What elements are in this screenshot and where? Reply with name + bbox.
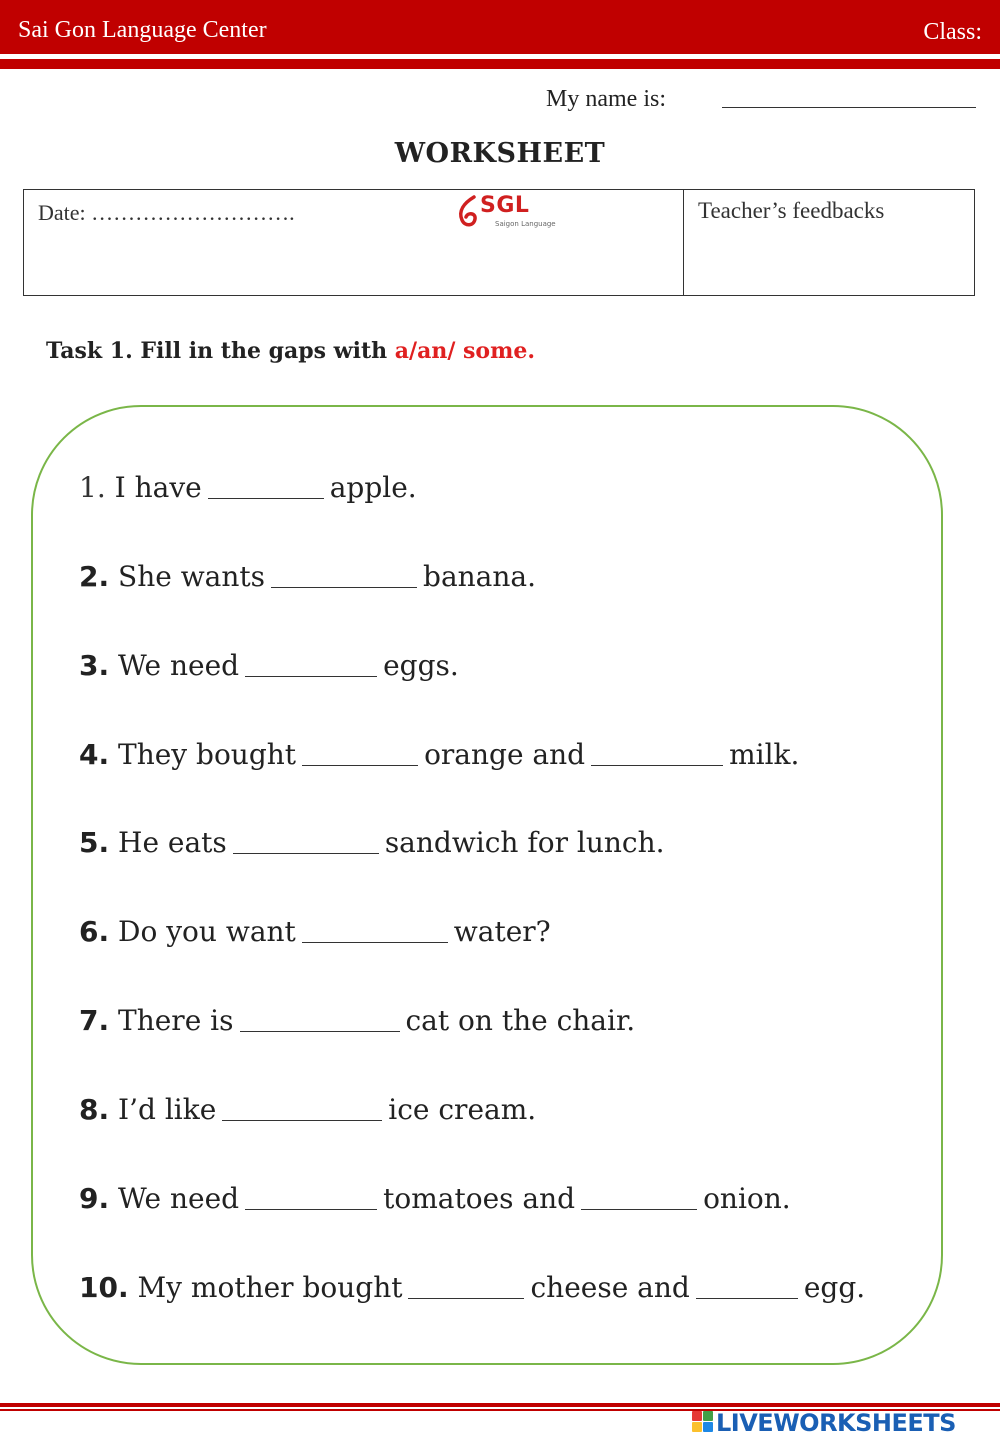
exercise-item-8 bbox=[79, 1092, 536, 1126]
item-text: water? bbox=[453, 915, 551, 948]
item-text: Do you want bbox=[118, 915, 296, 948]
item-text: onion. bbox=[703, 1182, 791, 1215]
gap-blank[interactable] bbox=[222, 1094, 382, 1121]
name-label: My name is: bbox=[546, 86, 666, 112]
item-text: ice cream. bbox=[388, 1093, 537, 1126]
item-number: 1. bbox=[79, 471, 106, 504]
item-text: There is bbox=[118, 1004, 234, 1037]
item-text: sandwich for lunch. bbox=[384, 826, 665, 859]
item-text: egg. bbox=[803, 1271, 866, 1304]
item-number: 9. bbox=[79, 1182, 110, 1215]
logo-subtext: Saigon Language bbox=[495, 220, 556, 228]
item-text: We need bbox=[118, 649, 240, 682]
gap-blank[interactable] bbox=[696, 1272, 798, 1299]
exercise-item-5 bbox=[79, 825, 665, 859]
gap-blank[interactable] bbox=[302, 916, 448, 943]
item-text: I’d like bbox=[118, 1093, 217, 1126]
gap-blank[interactable] bbox=[591, 739, 723, 766]
item-text: cheese and bbox=[530, 1271, 690, 1304]
item-text: I have bbox=[114, 471, 202, 504]
info-table bbox=[23, 189, 975, 296]
item-text: cat on the chair. bbox=[405, 1004, 636, 1037]
gap-blank[interactable] bbox=[245, 1183, 377, 1210]
liveworksheets-logo-icon bbox=[692, 1411, 714, 1433]
item-text: milk. bbox=[729, 738, 800, 771]
gap-blank[interactable] bbox=[581, 1183, 697, 1210]
exercise-box bbox=[31, 405, 943, 1365]
sgl-swirl-icon bbox=[456, 193, 482, 233]
exercise-item-6 bbox=[79, 914, 551, 948]
item-text: eggs. bbox=[383, 649, 459, 682]
liveworksheets-brand[interactable] bbox=[692, 1409, 992, 1437]
task-highlight: a/an/ some. bbox=[394, 338, 536, 364]
item-text: orange and bbox=[424, 738, 586, 771]
class-label: Class: bbox=[923, 19, 982, 45]
brand-text: LIVEWORKSHEETS bbox=[716, 1409, 956, 1437]
header-rule bbox=[0, 59, 1000, 69]
gap-blank[interactable] bbox=[233, 827, 379, 854]
gap-blank[interactable] bbox=[245, 650, 377, 677]
item-number: 2. bbox=[79, 560, 110, 593]
exercise-item-10 bbox=[79, 1270, 865, 1304]
gap-blank[interactable] bbox=[240, 1005, 400, 1032]
item-text: She wants bbox=[118, 560, 266, 593]
exercise-item-2 bbox=[79, 559, 536, 593]
exercise-item-1 bbox=[79, 470, 417, 504]
sgl-logo bbox=[456, 193, 556, 233]
date-label: Date: ………………………. bbox=[38, 200, 295, 225]
exercise-item-9 bbox=[79, 1181, 791, 1215]
item-number: 8. bbox=[79, 1093, 110, 1126]
name-blank[interactable] bbox=[722, 107, 976, 108]
item-number: 5. bbox=[79, 826, 110, 859]
header-bar bbox=[0, 0, 1000, 54]
item-number: 7. bbox=[79, 1004, 110, 1037]
item-text: They bought bbox=[118, 738, 297, 771]
exercise-item-3 bbox=[79, 648, 459, 682]
gap-blank[interactable] bbox=[271, 561, 417, 588]
center-name: Sai Gon Language Center bbox=[18, 17, 267, 43]
page-title: WORKSHEET bbox=[394, 138, 606, 169]
item-text: apple. bbox=[329, 471, 417, 504]
item-number: 4. bbox=[79, 738, 110, 771]
exercise-item-4 bbox=[79, 737, 799, 771]
exercise-item-7 bbox=[79, 1003, 635, 1037]
item-text: My mother bought bbox=[137, 1271, 403, 1304]
item-text: He eats bbox=[118, 826, 227, 859]
item-text: tomatoes and bbox=[383, 1182, 576, 1215]
item-text: banana. bbox=[423, 560, 537, 593]
task-instruction bbox=[46, 338, 535, 364]
feedback-label: Teacher’s feedbacks bbox=[698, 198, 885, 223]
gap-blank[interactable] bbox=[408, 1272, 524, 1299]
table-divider bbox=[683, 190, 684, 295]
item-number: 6. bbox=[79, 915, 110, 948]
item-number: 10. bbox=[79, 1271, 129, 1304]
footer-rule bbox=[0, 1403, 1000, 1407]
gap-blank[interactable] bbox=[302, 739, 418, 766]
item-text: We need bbox=[118, 1182, 240, 1215]
item-number: 3. bbox=[79, 649, 110, 682]
task-prefix: Task 1. Fill in the gaps with bbox=[46, 338, 395, 364]
logo-text: SGL bbox=[480, 193, 530, 218]
gap-blank[interactable] bbox=[208, 472, 324, 499]
